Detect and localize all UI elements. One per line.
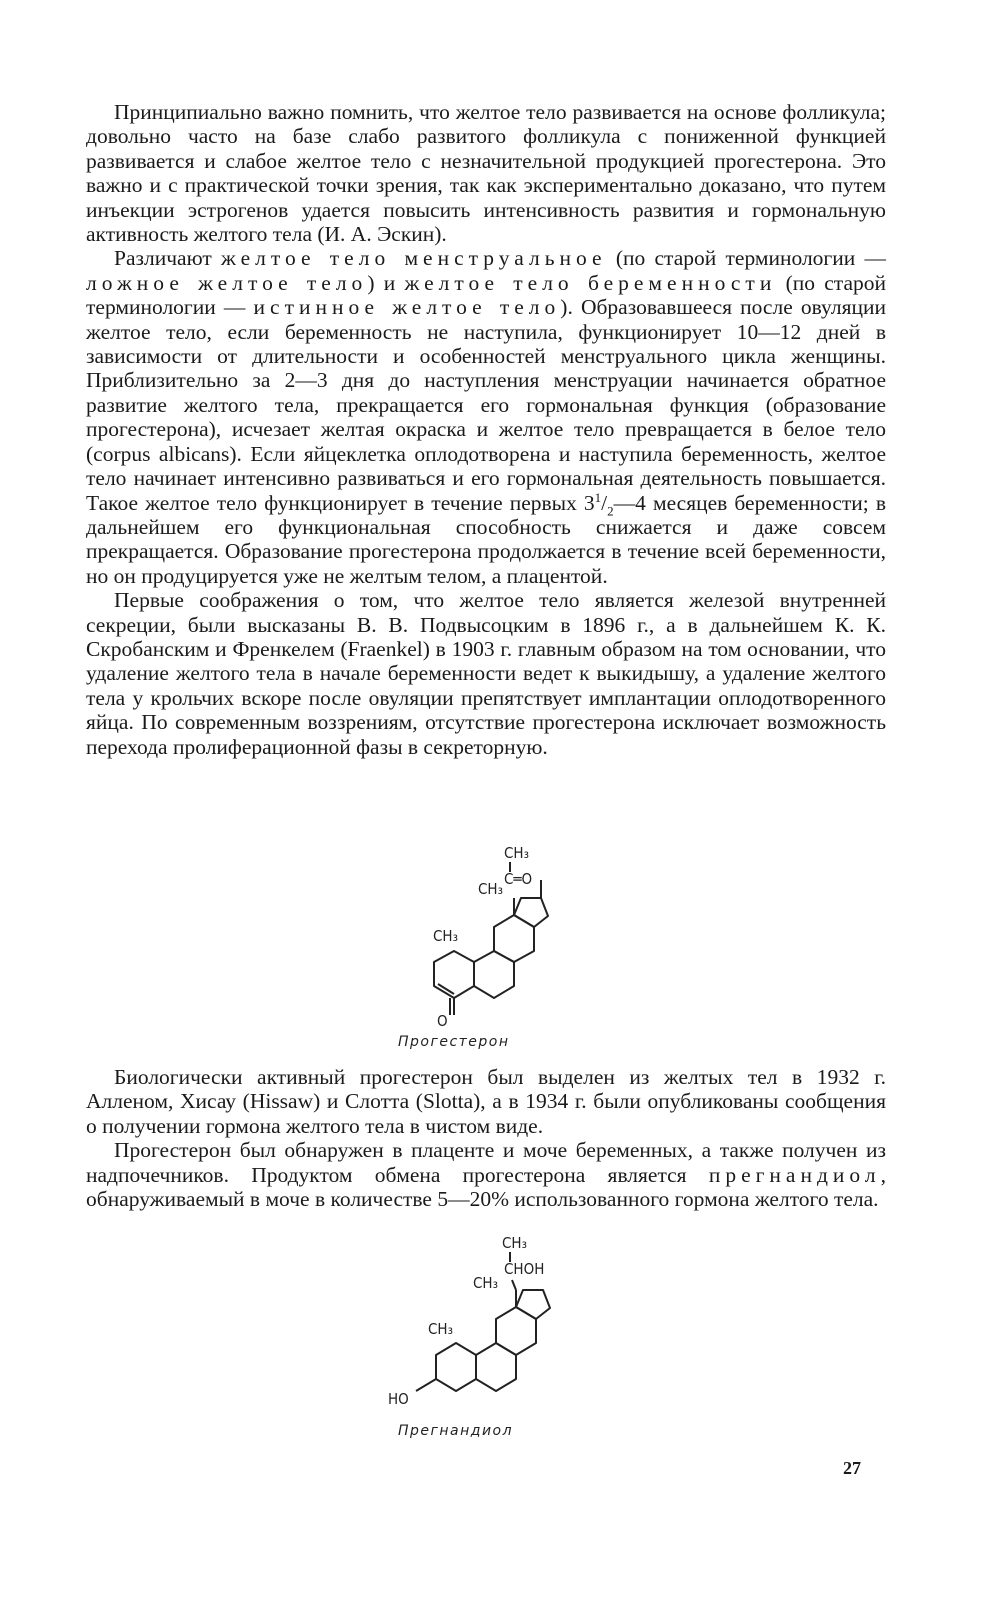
paragraph-3 <box>86 588 886 759</box>
ring-a <box>434 951 474 998</box>
spaced-term-pregnancy: желтое тело беременности <box>404 270 777 295</box>
ch3-label-c: CH₃ <box>478 880 503 898</box>
oxo-label: O <box>437 1012 448 1030</box>
fraction-numerator: 1 <box>594 489 602 505</box>
ch3-label-c: CH₃ <box>473 1274 498 1292</box>
ch3-label-a: CH₃ <box>428 1320 453 1338</box>
ring-c <box>494 915 534 962</box>
pregnanediol-formula <box>380 1228 580 1418</box>
paragraph-5 <box>86 1138 886 1211</box>
paragraph-2-text: ) и <box>367 270 405 295</box>
ring-b <box>476 1343 516 1391</box>
pregnanediol-caption: Прегнандиол <box>398 1423 514 1439</box>
spaced-term-menstrual: желтое тело менструальное <box>221 246 607 271</box>
ring-c <box>496 1307 536 1355</box>
fraction-denominator: 2 <box>607 502 614 518</box>
spaced-term-false: ложное желтое тело <box>86 270 368 295</box>
fraction-slash: / <box>601 490 608 515</box>
paragraph-4-text: Биологически активный прогестерон был выделен из желтых тел в 1932 г. Алленом, Хисау (Hissaw) и Слотта (Slotta), а в 1934 г. были опубликованы сообщения о получении гормона желтого тела в чистом виде. <box>86 1065 886 1138</box>
page-number: 27 <box>843 1458 861 1478</box>
ch3-label-top: CH₃ <box>504 844 529 862</box>
paragraph-1 <box>86 100 886 246</box>
paragraph-5-text: , обнаруживаемый в моче в количестве 5—20% использованного гормона желтого тела. <box>86 1162 886 1212</box>
paragraph-1-text: Принципиально важно помнить, что желтое тело развивается на основе фолликула; довольно часто на базе слабо развитого фолликула с пониженной функцией развивается и слабое желтое тело с незначительной продукцией прогестерона. Это важно и с практической точки зрения, так как экспериментально доказано, что путем инъекции эстрогенов удается повысить интенсивность развития и гормональную активность желтого тела (И. А. Эскин). <box>86 100 886 247</box>
hydroxyl-bond <box>416 1379 436 1391</box>
ring-a <box>436 1343 476 1391</box>
paragraph-4 <box>86 1065 886 1138</box>
paragraph-2-text: ). Образовавшееся после овуляции желтое тело, если беременность не наступила, функционирует 10—12 дней в зависимости от длительности и особенностей менструального цикла женщины. Приблизительно за 2—3 дня до наступления менструации начинается обратное развитие желтого тела, прекращается его гормональная функция (образование прогестерона), исчезает желтая окраска и желтое тело превращается в белое тело (corpus albicans). Если яйцеклетка оплодотворена и наступила беременность, желтое тело начинает интенсивно развиваться и его гормональная деятельность повышается. Такое желтое тело функционирует в течение первых 3 <box>86 295 886 515</box>
paragraph-2-text: (по старой терминологии — <box>606 246 887 271</box>
carbonyl-label: C═O <box>504 870 533 888</box>
ho-label: HO <box>388 1390 409 1408</box>
spaced-term-pregnanediol: прегнандиол <box>708 1162 881 1187</box>
text-block-bottom <box>86 1065 886 1211</box>
progesterone-caption: Прогестерон <box>398 1034 510 1050</box>
progesterone-formula <box>380 838 580 1038</box>
spaced-term-true: истинное желтое тело <box>253 295 561 320</box>
ring-d <box>514 898 548 927</box>
text-block-top <box>86 100 886 759</box>
ch3-label-top: CH₃ <box>502 1234 527 1252</box>
choh-label: CHOH <box>504 1260 545 1278</box>
ring-d <box>516 1290 550 1319</box>
paragraph-2 <box>86 246 886 588</box>
side-chain-bond <box>512 1280 516 1290</box>
paragraph-2-text: (по старой терминологии — <box>86 270 887 320</box>
paragraph-5-text: Прогестерон был обнаружен в плаценте и моче беременных, а также получен из надпочечников. Продуктом обмена прогестерона является <box>86 1138 886 1187</box>
paragraph-3-text: Первые соображения о том, что желтое тело является железой внутренней секреции, были высказаны В. В. Подвысоцким в 1896 г., а в дальнейшем К. К. Скробанским и Френкелем (Fraenkel) в 1903 г. главным образом на том основании, что удаление желтого тела в начале беременности ведет к выкидышу, а удаление желтого тела у крольчих вскоре после овуляции препятствует имплантации оплодотворенного яйца. По современным воззрениям, отсутствие прогестерона исключает возможность перехода пролиферационной фазы в секреторную. <box>86 588 886 759</box>
paragraph-2-text: —4 месяцев беременности; в дальнейшем его функциональная способность снижается и даже совсем прекращается. Образование прогестерона продолжается в течение всей беременности, но он продуцируется уже не желтым телом, а плацентой. <box>86 490 886 588</box>
paragraph-2-text: Различают <box>114 246 222 271</box>
ch3-label-a: CH₃ <box>433 927 458 945</box>
